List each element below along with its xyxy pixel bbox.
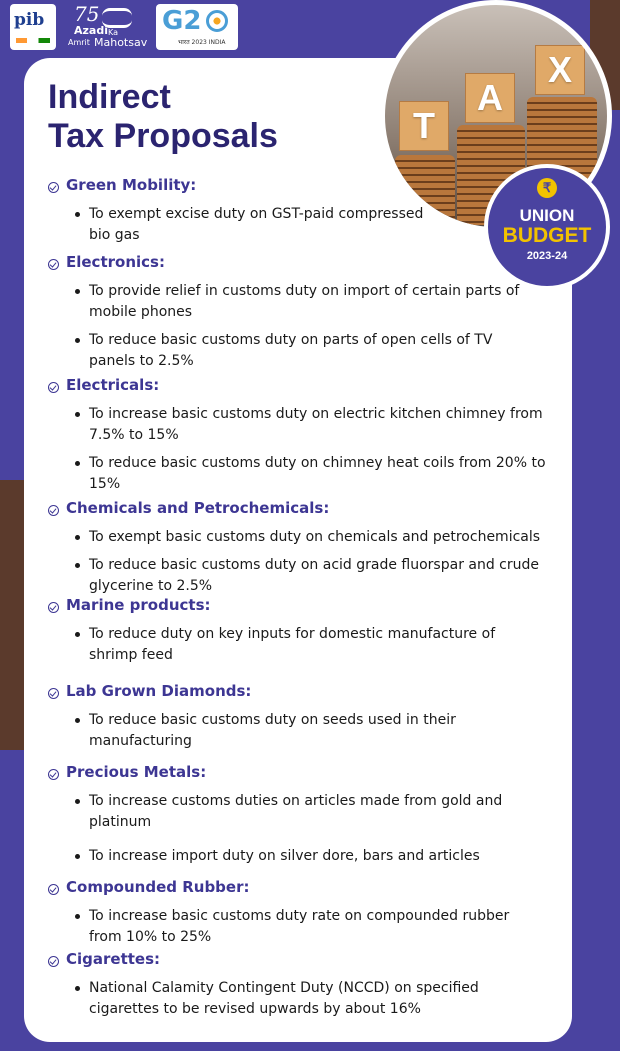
badge-line1: UNION <box>519 206 575 225</box>
list-item: To reduce basic customs duty on acid grade fluorspar and crude glycerine to 2.5% <box>48 555 560 597</box>
azadi-logo-line1: Azadi <box>74 24 108 37</box>
pib-logo <box>10 4 56 50</box>
section-heading-text: Electronics: <box>66 253 165 271</box>
list-item: To reduce basic customs duty on parts of open cells of TV panels to 2.5% <box>48 330 520 372</box>
check-circle-icon <box>48 769 59 780</box>
section-heading-text: Electricals: <box>66 376 160 394</box>
list-item: To exempt excise duty on GST-paid compressed bio gas <box>48 204 438 246</box>
pib-logo-tricolor <box>16 38 50 43</box>
tax-block-a: A <box>465 73 515 123</box>
check-circle-icon <box>48 505 59 516</box>
section-heading <box>48 253 520 277</box>
section-marine-products <box>48 596 498 673</box>
section-items <box>48 791 523 867</box>
azadi-logo-line2b: Mahotsav <box>94 36 148 49</box>
azadi-ka-amrit-mahotsav-logo <box>66 2 146 50</box>
list-item: To increase customs duties on articles made from gold and platinum <box>48 791 523 833</box>
section-heading <box>48 376 560 400</box>
check-circle-icon <box>48 884 59 895</box>
section-items <box>48 906 523 948</box>
check-circle-icon <box>48 688 59 699</box>
list-item: To exempt basic customs duty on chemicals and petrochemicals <box>48 527 560 548</box>
badge-line2: BUDGET <box>502 224 592 247</box>
section-heading-text: Chemicals and Petrochemicals: <box>66 499 330 517</box>
section-chemicals-petrochemicals <box>48 499 560 604</box>
section-heading <box>48 499 560 523</box>
section-cigarettes <box>48 950 503 1027</box>
azadi-logo-line2a: Amrit <box>68 38 90 47</box>
rupee-icon: ₹ <box>537 178 557 198</box>
check-circle-icon <box>48 602 59 613</box>
section-heading-text: Marine products: <box>66 596 211 614</box>
section-electricals <box>48 376 560 502</box>
g20-lotus-globe-icon <box>206 10 228 32</box>
check-circle-icon <box>48 182 59 193</box>
section-heading <box>48 878 523 902</box>
page-title-line1: Indirect <box>48 78 171 116</box>
section-items <box>48 710 478 752</box>
section-heading <box>48 950 503 974</box>
section-compounded-rubber <box>48 878 523 955</box>
background-strip-left <box>0 480 26 750</box>
section-heading-text: Cigarettes: <box>66 950 161 968</box>
list-item: To reduce basic customs duty on seeds used in their manufacturing <box>48 710 478 752</box>
section-heading <box>48 682 478 706</box>
section-items <box>48 527 560 597</box>
section-items <box>48 204 438 246</box>
azadi-logo-line1-small: Ka <box>108 28 119 37</box>
section-green-mobility <box>48 176 438 253</box>
list-item: To provide relief in customs duty on import of certain parts of mobile phones <box>48 281 520 323</box>
check-circle-icon <box>48 956 59 967</box>
section-items <box>48 404 560 495</box>
tax-block-x: X <box>535 45 585 95</box>
section-heading-text: Compounded Rubber: <box>66 878 250 896</box>
section-items <box>48 624 498 666</box>
list-item: To reduce basic customs duty on chimney heat coils from 20% to 15% <box>48 453 560 495</box>
list-item: National Calamity Contingent Duty (NCCD) on specified cigarettes to be revised upwards by about 16% <box>48 978 503 1020</box>
section-heading-text: Green Mobility: <box>66 176 197 194</box>
list-item: To increase basic customs duty rate on compounded rubber from 10% to 25% <box>48 906 523 948</box>
section-precious-metals <box>48 763 523 874</box>
tax-block-t: T <box>399 101 449 151</box>
section-items <box>48 978 503 1020</box>
section-heading <box>48 596 498 620</box>
g20-logo <box>156 4 238 50</box>
list-item: To increase basic customs duty on electric kitchen chimney from 7.5% to 15% <box>48 404 560 446</box>
g20-logo-subtext: भारत 2023 INDIA <box>178 39 226 46</box>
section-lab-grown-diamonds <box>48 682 478 759</box>
azadi-logo-number: 75 <box>74 2 100 26</box>
badge-year: 2023-24 <box>526 250 568 262</box>
section-items <box>48 281 520 372</box>
section-electronics <box>48 253 520 379</box>
section-heading-text: Precious Metals: <box>66 763 207 781</box>
pib-logo-text: pib <box>14 10 45 30</box>
list-item: To increase import duty on silver dore, bars and articles <box>48 846 523 867</box>
section-heading <box>48 176 438 200</box>
section-heading <box>48 763 523 787</box>
page-title <box>48 78 278 156</box>
check-circle-icon <box>48 382 59 393</box>
g20-logo-text: G2 <box>162 6 202 36</box>
section-heading-text: Lab Grown Diamonds: <box>66 682 252 700</box>
list-item: To reduce duty on key inputs for domestic manufacture of shrimp feed <box>48 624 498 666</box>
check-circle-icon <box>48 259 59 270</box>
page-title-line2: Tax Proposals <box>48 117 278 155</box>
